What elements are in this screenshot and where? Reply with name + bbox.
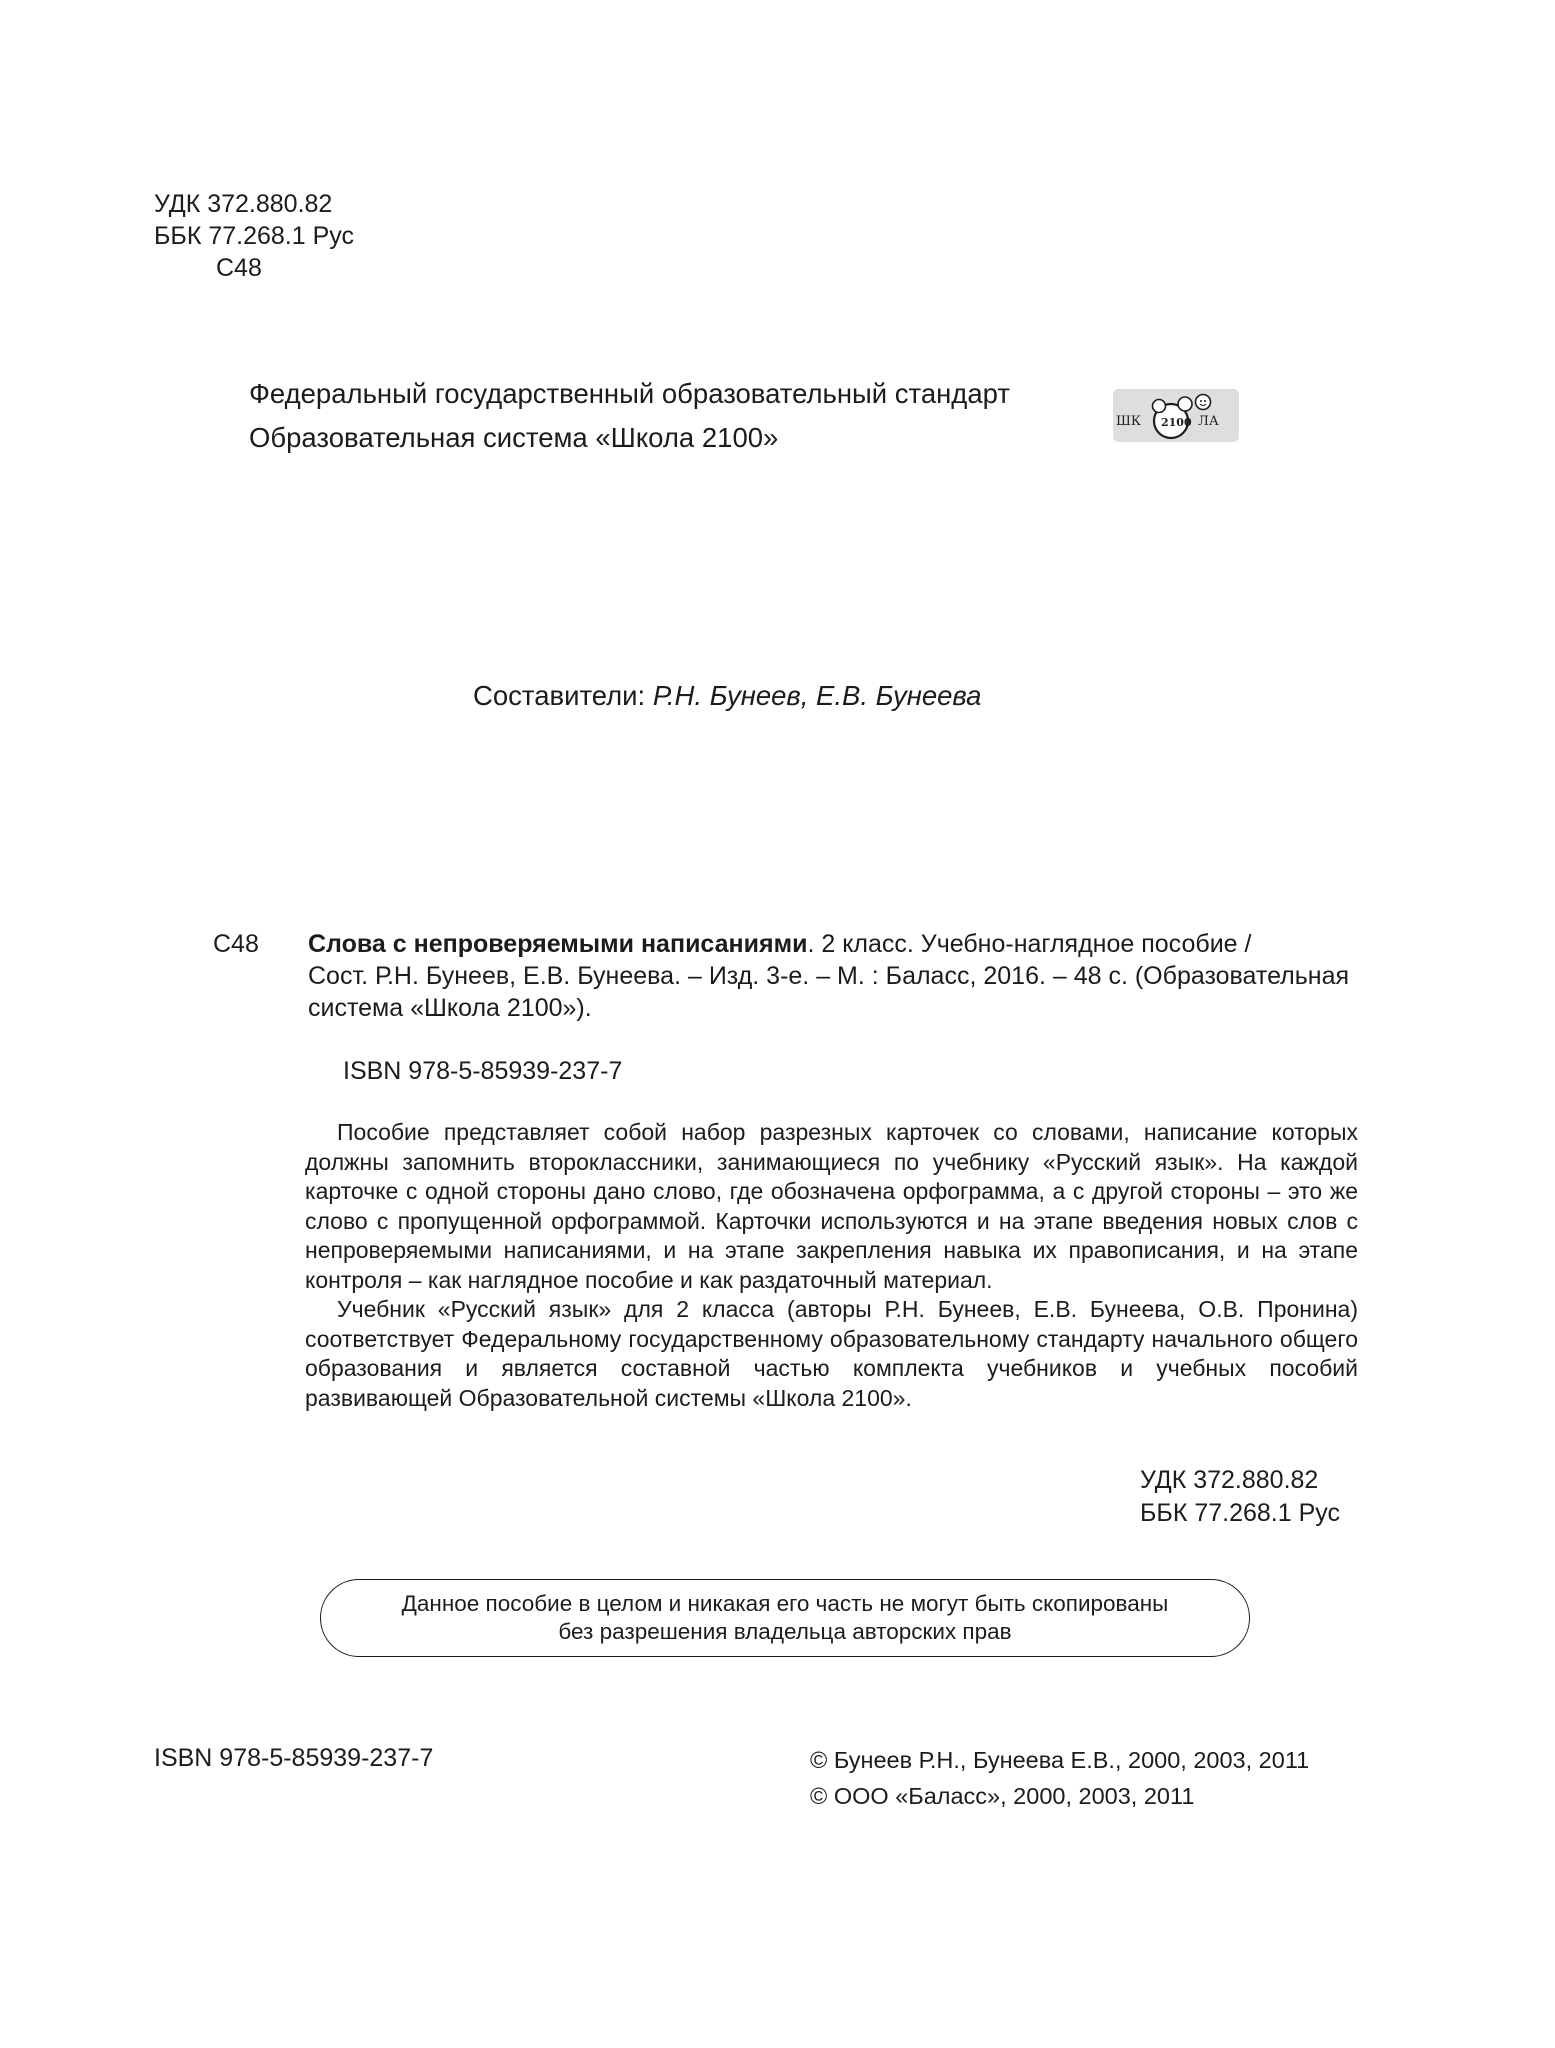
- copyright-publisher: © ООО «Баласс», 2000, 2003, 2011: [810, 1783, 1195, 1809]
- standard-header: [249, 372, 1010, 460]
- udk-code-bottom: УДК 372.880.82: [1140, 1466, 1319, 1494]
- compilers-label: Составители:: [473, 680, 646, 711]
- standard-line: Федеральный государственный образовательный стандарт: [249, 378, 1010, 409]
- bib-line-1-rest: . 2 класс. Учебно-наглядное пособие /: [807, 930, 1252, 958]
- notice-line-1: Данное пособие в целом и никакая его часть не могут быть скопированы: [401, 1591, 1169, 1616]
- bbk-code: ББК 77.268.1 Рус: [154, 222, 354, 250]
- logo-right-text: ЛА: [1198, 414, 1219, 429]
- logo-badge-text: 2100: [1161, 416, 1192, 429]
- top-classification-codes: [154, 188, 354, 284]
- copyright-authors: © Бунеев Р.Н., Бунеева Е.В., 2000, 2003, 2011: [810, 1747, 1310, 1773]
- book-title: Слова с непроверяемыми написаниями: [308, 930, 808, 958]
- notice-line-2: без разрешения владельца авторских прав: [558, 1619, 1012, 1644]
- bottom-classification-codes: [1140, 1464, 1340, 1530]
- annotation-paragraph-1: Пособие представляет собой набор разрезных карточек со словами, написание которых должны запомнить второклассники, занимающиеся по учебнику «Русский язык». На каждой карточке с одной стороны дано слово, где обозначена орфограмма, а с другой стороны – это же слово с пропущенной орфограммой. Карточки используются и на этапе введения новых слов с непроверяемыми написаниями, и на этапе закрепления навыка их правописания, и на этапе контроля – как наглядное пособие и как раздаточный материал.: [305, 1119, 1358, 1293]
- copyright-notice-box: [320, 1579, 1250, 1657]
- bbk-code-bottom: ББК 77.268.1 Рус: [1140, 1499, 1340, 1527]
- udk-code: УДК 372.880.82: [154, 190, 333, 218]
- edu-system-line: Образовательная система «Школа 2100»: [249, 422, 779, 453]
- bib-line-3: система «Школа 2100»).: [308, 994, 592, 1022]
- compilers-line: [473, 678, 981, 714]
- school-2100-logo: [1113, 389, 1239, 442]
- copyright-lines: [810, 1742, 1309, 1814]
- bib-line-1: [308, 928, 1358, 960]
- bib-line-2: Сост. Р.Н. Бунеев, Е.В. Бунеева. – Изд. 3-е. – М. : Баласс, 2016. – 48 с. (Образовательная: [308, 962, 1350, 990]
- compilers-names: Р.Н. Бунеев, Е.В. Бунеева: [652, 680, 982, 711]
- annotation: [305, 1118, 1358, 1413]
- author-mark: С48: [216, 254, 262, 282]
- isbn-record: ISBN 978-5-85939-237-7: [343, 1057, 623, 1085]
- bibliographic-record: [308, 928, 1358, 1024]
- logo-left-text: ШК: [1116, 414, 1141, 429]
- isbn-footer: ISBN 978-5-85939-237-7: [154, 1744, 434, 1772]
- annotation-paragraph-2: Учебник «Русский язык» для 2 класса (авторы Р.Н. Бунеев, Е.В. Бунеева, О.В. Пронина) соответствует Федеральному государственному образовательному стандарту начального общего образования и является составной частью комплекта учебников и учебных пособий развивающей Образовательной системы «Школа 2100».: [305, 1296, 1358, 1411]
- bib-author-mark: С48: [213, 930, 259, 958]
